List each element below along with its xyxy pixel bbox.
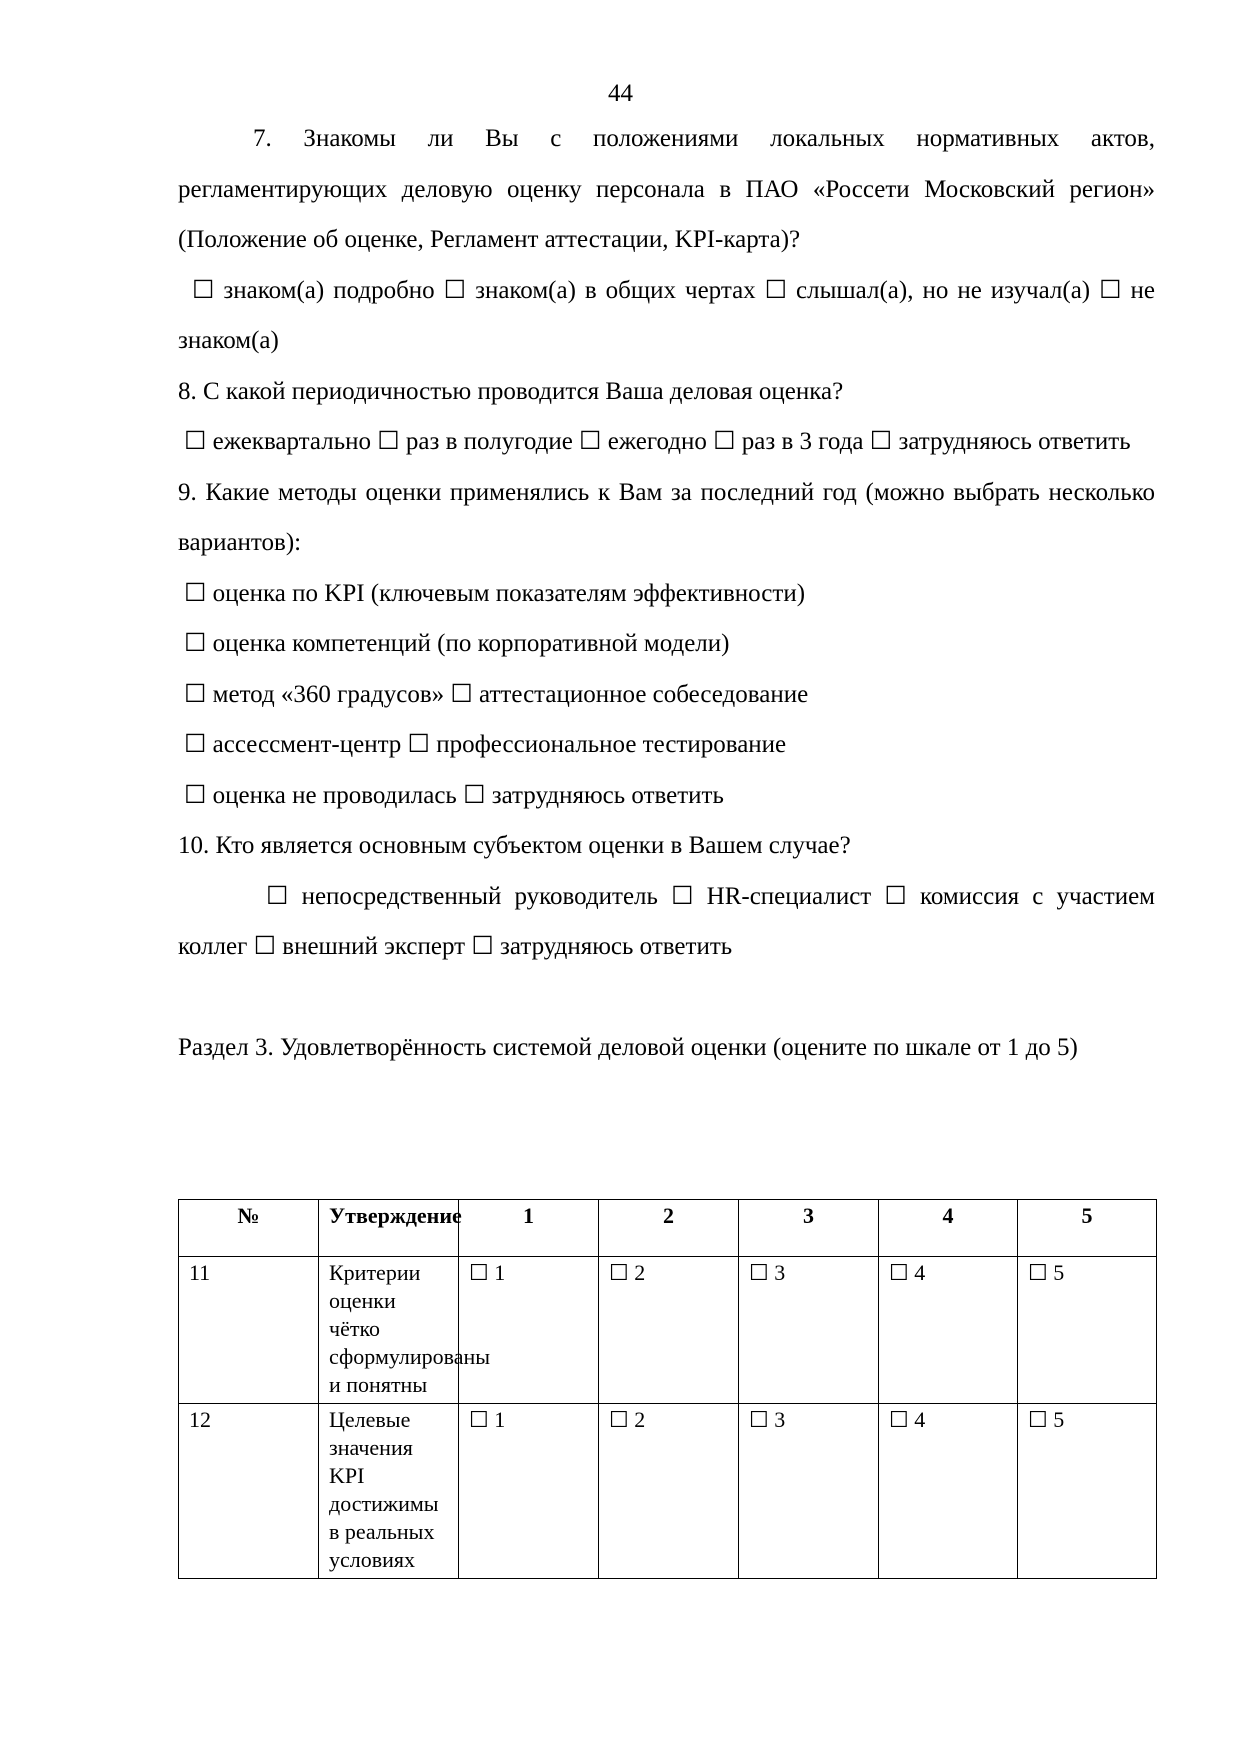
header-score-4: 4 [879, 1200, 1018, 1257]
score-checkbox-2[interactable]: ☐ 2 [599, 1257, 739, 1404]
score-checkbox-2[interactable]: ☐ 2 [599, 1404, 739, 1579]
header-statement: Утверждение [319, 1200, 459, 1257]
row-number: 11 [179, 1257, 319, 1404]
header-number: № [179, 1200, 319, 1257]
header-score-2: 2 [599, 1200, 739, 1257]
question-10-text: 10. Кто является основным субъектом оценки в Вашем случае? [178, 832, 851, 859]
section-3-title: Раздел 3. Удовлетворённость системой деловой оценки (оцените по шкале от 1 до 5) [178, 1033, 1078, 1061]
question-8-options: ☐ ежеквартально ☐ раз в полугодие ☐ ежегодно ☐ раз в 3 года ☐ затрудняюсь ответить [184, 428, 1131, 455]
score-checkbox-1[interactable]: ☐ 1 [459, 1257, 599, 1404]
table-row [179, 1257, 1157, 1404]
score-checkbox-4[interactable]: ☐ 4 [879, 1257, 1018, 1404]
header-score-3: 3 [739, 1200, 879, 1257]
score-checkbox-4[interactable]: ☐ 4 [879, 1404, 1018, 1579]
table-header-row [179, 1200, 1157, 1257]
question-9-option: ☐ оценка не проводилась ☐ затрудняюсь ответить [184, 781, 724, 809]
row-statement: Критерии оценки чётко сформулированы и понятны [319, 1257, 459, 1404]
question-9-option: ☐ метод «360 градусов» ☐ аттестационное собеседование [184, 680, 809, 708]
row-number: 12 [179, 1404, 319, 1579]
question-9-option: ☐ оценка компетенций (по корпоративной модели) [184, 630, 730, 657]
question-9-text: 9. Какие методы оценки применялись к Вам за последний год (можно выбрать несколько вариантов): [178, 478, 1155, 556]
question-10-options: ☐ непосредственный руководитель ☐ HR-специалист ☐ комиссия с участием коллег ☐ внешний эксперт ☐ затрудняюсь ответить [178, 882, 1155, 960]
score-checkbox-5[interactable]: ☐ 5 [1018, 1404, 1157, 1579]
document-body [178, 114, 1155, 1073]
header-score-5: 5 [1018, 1200, 1157, 1257]
score-checkbox-3[interactable]: ☐ 3 [739, 1404, 879, 1579]
rating-table [178, 1199, 1157, 1579]
table-row [179, 1404, 1157, 1579]
score-checkbox-5[interactable]: ☐ 5 [1018, 1257, 1157, 1404]
score-checkbox-3[interactable]: ☐ 3 [739, 1257, 879, 1404]
question-9-option: ☐ оценка по KPI (ключевым показателям эффективности) [184, 579, 806, 607]
header-score-1: 1 [459, 1200, 599, 1257]
row-statement: Целевые значения KPI достижимы в реальных условиях [319, 1404, 459, 1579]
question-9-option: ☐ ассессмент-центр ☐ профессиональное тестирование [184, 731, 787, 758]
question-7-options: ☐ знаком(а) подробно ☐ знаком(а) в общих чертах ☐ слышал(а), но не изучал(а) ☐ не знаком(а) [178, 276, 1155, 354]
spacer [178, 973, 1155, 1023]
question-7-text: 7. Знакомы ли Вы с положениями локальных нормативных актов, регламентирующих деловую оценку персонала в ПАО «Россети Московский регион» (Положение об оценке, Регламент аттестации, KPI-карта)? [178, 125, 1155, 253]
score-checkbox-1[interactable]: ☐ 1 [459, 1404, 599, 1579]
page-number: 44 [608, 80, 633, 107]
question-8-text: 8. С какой периодичностью проводится Ваша деловая оценка? [178, 377, 844, 405]
